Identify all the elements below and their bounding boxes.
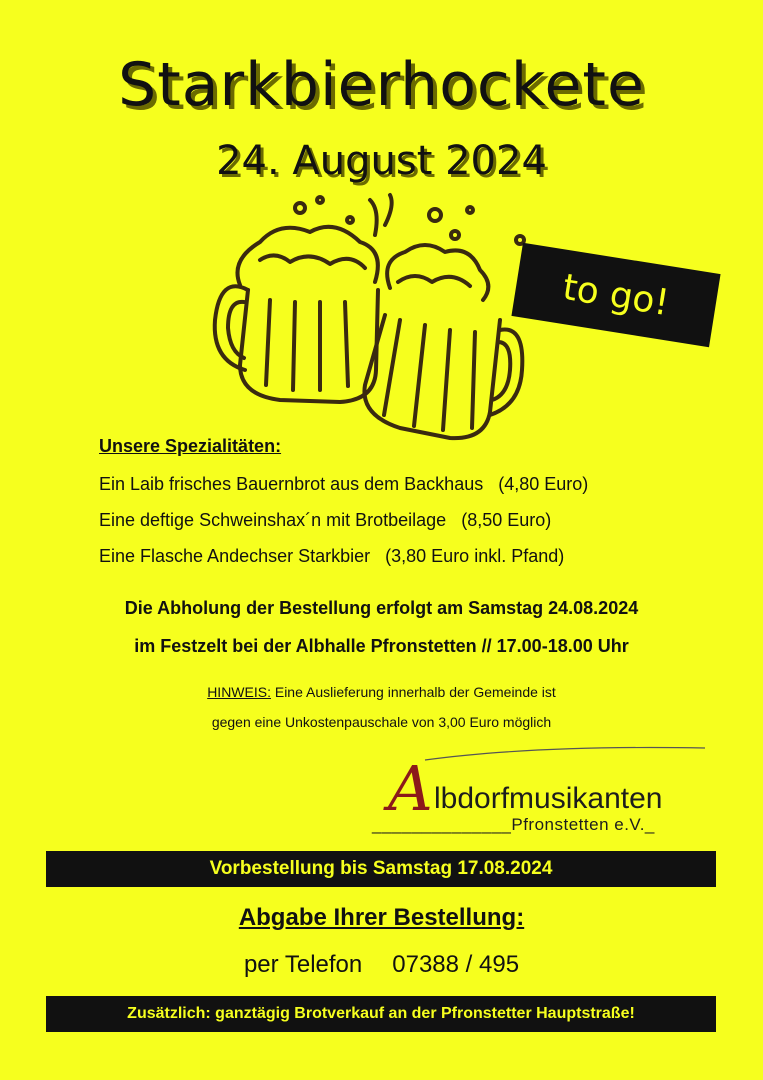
phone-number: 07388 / 495 — [392, 951, 520, 978]
right-beer-mug-icon — [364, 245, 522, 438]
event-title: Starkbierhockete — [118, 50, 645, 120]
logo-initial: A — [388, 752, 433, 825]
hint-line-1 — [0, 684, 763, 700]
logo-subtitle: ______________Pfronstetten e.V._ — [372, 815, 655, 834]
phone-label: per Telefon — [243, 951, 363, 978]
specialty-item: Ein Laib frisches Bauernbrot aus dem Backhaus (4,80 Euro) — [99, 474, 589, 494]
to-go-label: to go! — [559, 266, 673, 324]
specialty-item: Eine deftige Schweinshax´n mit Brotbeilage (8,50 Euro) — [99, 510, 552, 530]
logo-name: lbdorfmusikanten — [434, 782, 663, 815]
pickup-line-2: im Festzelt bei der Albhalle Pfronstetten // 17.00-18.00 Uhr — [134, 636, 629, 656]
left-beer-mug-icon — [215, 227, 378, 402]
hint-label: HINWEIS: — [207, 684, 271, 700]
hint-text-1: Eine Auslieferung innerhalb der Gemeinde ist — [270, 684, 556, 700]
phone-line — [0, 951, 763, 979]
to-go-badge — [511, 243, 720, 347]
specialties-heading: Unsere Spezialitäten: — [99, 436, 282, 456]
hint-line-2: gegen eine Unkostenpauschale von 3,00 Euro möglich — [211, 714, 552, 730]
order-heading: Abgabe Ihrer Bestellung: — [238, 904, 525, 931]
preorder-bar: Vorbestellung bis Samstag 17.08.2024 — [46, 851, 716, 887]
beer-mugs-illustration — [200, 190, 530, 460]
event-date: 24. August 2024 — [216, 138, 547, 184]
specialty-item: Eine Flasche Andechser Starkbier (3,80 Euro inkl. Pfand) — [99, 546, 565, 566]
extra-info-bar: Zusätzlich: ganztägig Brotverkauf an der Pfronstetter Hauptstraße! — [46, 996, 716, 1032]
pickup-line-1: Die Abholung der Bestellung erfolgt am Samstag 24.08.2024 — [124, 598, 639, 618]
